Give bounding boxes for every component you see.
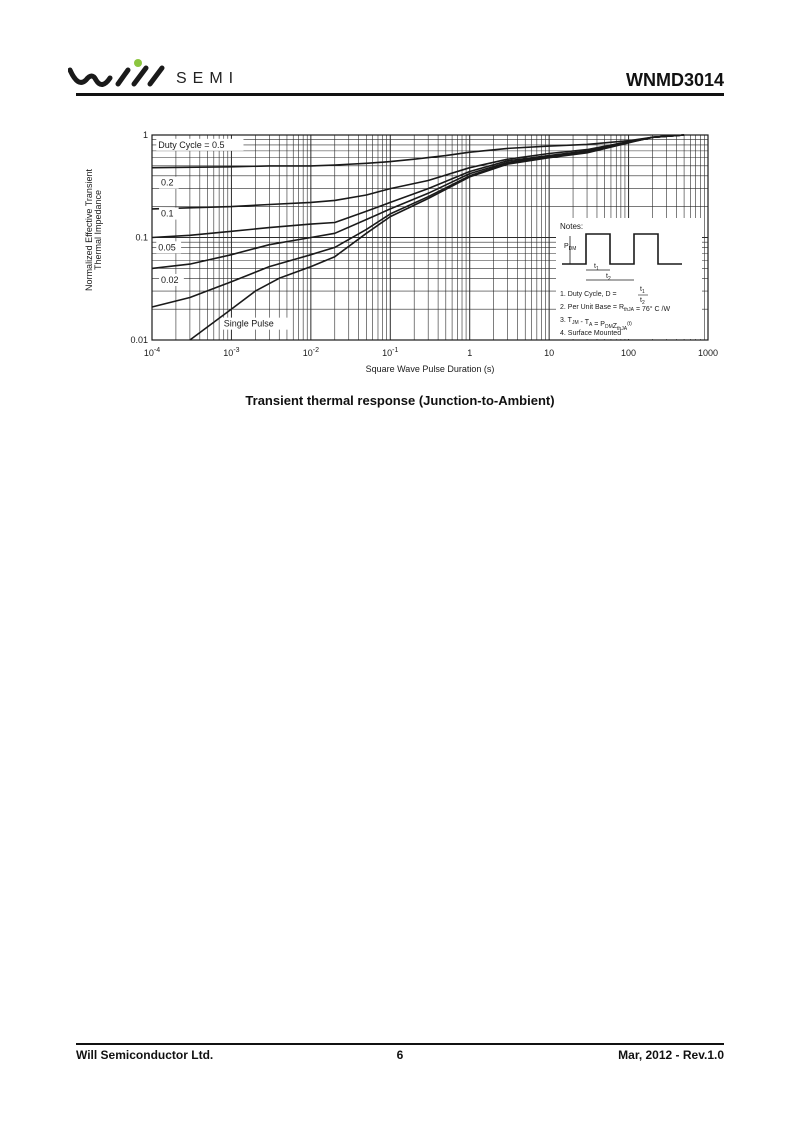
series-label: Single Pulse xyxy=(223,318,274,329)
duty-fraction-denominator: $t_2$ xyxy=(640,297,645,306)
notes-item: 3. $T_{JM} - T_A = P_{DM}Z_{thJA}^{(t)}$ xyxy=(560,317,632,332)
t2-label: $t_2$ xyxy=(606,273,611,282)
notes-title: Notes: xyxy=(560,222,584,231)
footer-page-number: 6 xyxy=(396,1048,404,1062)
notes-item: 4. Surface Mounted xyxy=(560,330,622,337)
x-tick-label: $10^{-2}$ xyxy=(302,347,319,358)
y-axis-title: Normalized Effective Transient xyxy=(84,169,94,291)
document-title: WNMD3014 xyxy=(625,70,724,90)
y-tick-label: 1 xyxy=(142,130,148,140)
x-axis-title: Square Wave Pulse Duration (s) xyxy=(365,364,495,374)
x-tick-label: $10^{-4}$ xyxy=(143,347,161,358)
x-tick-label: 1000 xyxy=(697,348,719,358)
x-tick-label: 100 xyxy=(621,348,637,358)
logo-text: SEMI xyxy=(176,70,240,87)
t1-label: $t_1$ xyxy=(594,263,599,272)
x-tick-label: $10^{-1}$ xyxy=(382,347,399,358)
y-tick-label: 0.1 xyxy=(135,232,148,243)
footer-company: Will Semiconductor Ltd. xyxy=(76,1048,214,1062)
transient-thermal-chart xyxy=(0,0,800,400)
series-label: 0.1 xyxy=(161,208,174,219)
figure-caption: Transient thermal response (Junction-to-Ambient) xyxy=(245,393,555,408)
series-label: 0.05 xyxy=(158,242,176,253)
y-axis-title: Thermal Impedance xyxy=(93,189,103,271)
series-label: 0.2 xyxy=(161,177,174,188)
series-label: 0.02 xyxy=(161,274,179,285)
footer-rule xyxy=(76,1043,724,1045)
pdm-label: $P_{DM}$ xyxy=(564,243,577,252)
notes-item: 2. Per Unit Base = $R_{thJA} = 76^\circ$ C /W xyxy=(560,304,671,313)
y-tick-label: 0.01 xyxy=(130,335,148,345)
duty-fraction-numerator: $t_1$ xyxy=(640,286,645,295)
x-tick-label: 10 xyxy=(544,348,555,358)
series-label: Duty Cycle = 0.5 xyxy=(158,139,225,150)
x-tick-label: 1 xyxy=(467,348,473,358)
footer-revision: Mar, 2012 - Rev.1.0 xyxy=(618,1048,724,1062)
x-tick-label: $10^{-3}$ xyxy=(223,347,240,358)
notes-item: 1. Duty Cycle, D = xyxy=(560,291,617,298)
